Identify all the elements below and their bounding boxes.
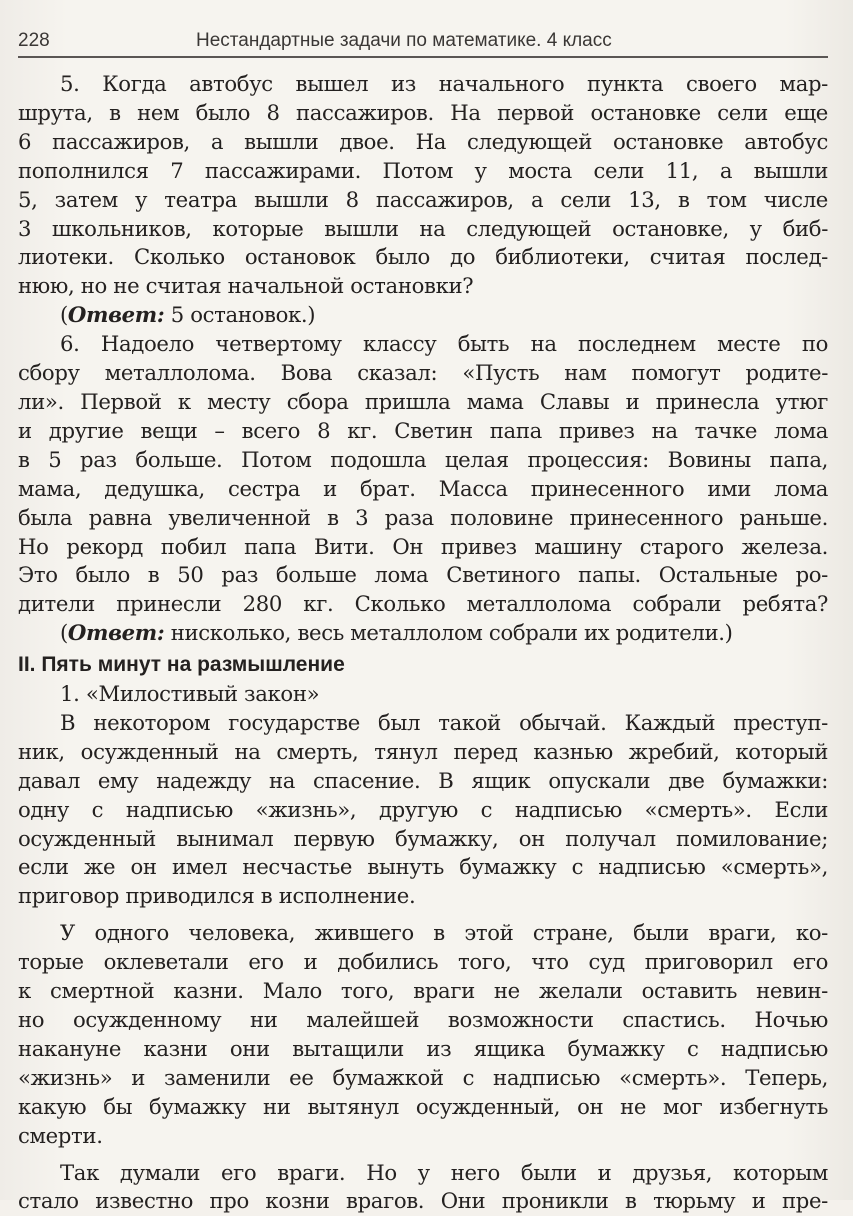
text-line: 6. Надоело четвертому классу быть на последнем месте по xyxy=(60,331,828,357)
text-line: давал ему надежду на спасение. В ящик опускали две бумажки: xyxy=(18,767,828,793)
answer-text: нисколько, весь металлолом собрали их родители.) xyxy=(164,620,733,646)
text-line: была равна увеличенной в 3 раза половине принесенного раньше. xyxy=(18,504,828,530)
text-line: У одного человека, жившего в этой стране, были враги, ко- xyxy=(60,920,828,946)
section-2 xyxy=(18,651,828,1216)
answer-label: Ответ: xyxy=(67,302,165,328)
text-line: но осужденному ни малейшей возможности спастись. Ночью xyxy=(18,1007,828,1032)
text-line: Это было в 50 раз больше лома Светиного папы. Остальные ро- xyxy=(18,562,828,588)
text-line: Так думали его враги. Но у него были и друзья, которым xyxy=(60,1159,828,1185)
answer-line xyxy=(18,619,828,648)
running-title: Нестандартные задачи по математике. 4 класс xyxy=(196,30,612,51)
text-line: «жизнь» и заменили ее бумажкой с надписью «смерть». Теперь, xyxy=(18,1064,828,1090)
text-line: ли». Первой к месту сбора пришла мама Славы и принесла утюг xyxy=(18,388,828,414)
text-line: накануне казни они вытащили из ящика бумажку с надписью xyxy=(18,1035,828,1061)
text-line: приговор приводился в исполнение. xyxy=(18,883,416,909)
text-line: 6 пассажиров, а вышли двое. На следующей остановке автобус xyxy=(18,128,828,154)
answer-paren: ( xyxy=(60,620,68,646)
body-text xyxy=(18,70,828,1216)
text-line: осужденный вынимал первую бумажку, он получал помилование; xyxy=(18,825,828,851)
text-line: сбору металлолома. Вова сказал: «Пусть нам помогут родите- xyxy=(18,360,828,386)
text-line: В некотором государстве был такой обычай. Каждый преступ- xyxy=(60,709,828,735)
page-header xyxy=(18,26,828,58)
item-title: 1. «Милостивый закон» xyxy=(60,681,320,707)
paragraph-gap xyxy=(18,1151,828,1159)
answer-text: 5 остановок.) xyxy=(164,302,316,328)
text-line: 5, затем у театра вышли 8 пассажиров, а сели 13, в том числе xyxy=(18,186,828,212)
text-line: шрута, в нем было 8 пассажиров. На первой остановке сели еще xyxy=(18,99,828,125)
text-line: лиотеки. Сколько остановок было до библиотеки, считая послед- xyxy=(18,244,828,270)
answer-label: Ответ: xyxy=(67,620,165,646)
text-line: одну с надписью «жизнь», другую с надписью «смерть». Если xyxy=(18,796,828,822)
text-line: в 5 раз больше. Потом подошла целая процессия: Вовины папа, xyxy=(18,446,828,472)
answer-line xyxy=(18,301,828,330)
text-line: к смертной казни. Мало того, враги не желали оставить невин- xyxy=(18,978,828,1004)
problem-5 xyxy=(18,70,828,330)
problem-6 xyxy=(18,330,828,648)
text-line: мама, дедушка, сестра и брат. Масса принесенного ими лома xyxy=(18,475,828,501)
text-line: нюю, но не считая начальной остановки? xyxy=(18,273,474,299)
text-line: торые оклеветали его и добились того, что суд приговорил его xyxy=(18,949,828,975)
text-line: какую бы бумажку ни вытянул осужденный, он не мог избегнуть xyxy=(18,1093,828,1119)
text-line: если же он имел несчастье вынуть бумажку с надписью «смерть», xyxy=(18,854,828,880)
text-line: ник, осужденный на смерть, тянул перед казнью жребий, который xyxy=(18,738,828,764)
text-line: 5. Когда автобус вышел из начального пункта своего мар- xyxy=(60,71,828,96)
text-line: дители принесли 280 кг. Сколько металлолома собрали ребята? xyxy=(18,591,828,617)
text-line: Но рекорд побил папа Вити. Он привез машину старого железа. xyxy=(18,533,828,559)
section-heading: II. Пять минут на размышление xyxy=(18,653,345,677)
paragraph-gap xyxy=(18,911,828,919)
text-line: 3 школьников, которые вышли на следующей остановке, у биб- xyxy=(18,215,828,241)
text-line: пополнился 7 пассажирами. Потом у моста сели 11, а вышли xyxy=(18,157,828,183)
text-line: смерти. xyxy=(18,1122,103,1148)
page-number: 228 xyxy=(18,30,50,51)
text-line: стало известно про козни врагов. Они проникли в тюрьму и пре- xyxy=(18,1188,828,1214)
answer-paren: ( xyxy=(60,302,68,328)
text-line: и другие вещи – всего 8 кг. Светин папа привез на тачке лома xyxy=(18,417,828,443)
